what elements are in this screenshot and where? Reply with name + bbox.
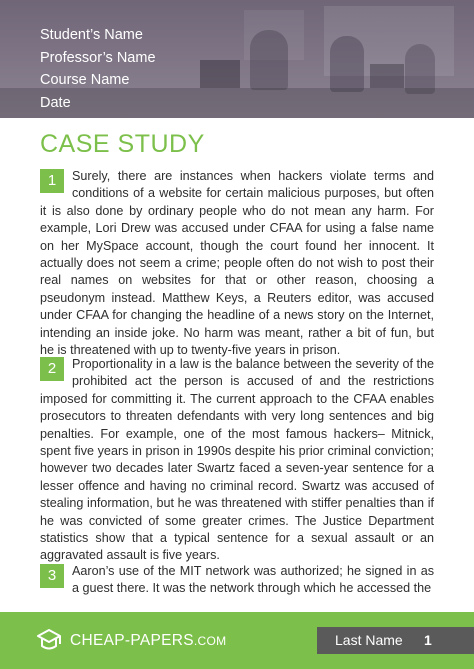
page-number: 1 (424, 632, 432, 648)
background-person (405, 44, 435, 94)
course-name: Course Name (40, 72, 130, 88)
paragraph-2 (40, 356, 434, 565)
document-meta (40, 24, 156, 114)
paragraph-text: Surely, there are instances when hackers violate terms and conditions of a website for certain malicious purposes, but often it is also done by ordinary people who do not mean any harm. For example, Lori Drew was accused under CFAA for using a false name on her MySpace account, though the court found her innocent. It actually does not seem a crime; people often do not wish to post their real names on websites for that or other reason, choosing a pseudonym instead. Matthew Keys, a Reuters editor, was accused under CFAA for changing the headline of a news story on the Internet, intending an inside joke. No harm was meant, rather a bit of fun, but he is threatened with up to twenty-five years in prison. (40, 169, 434, 358)
header-banner (0, 0, 474, 118)
brand-logo (70, 632, 226, 650)
paragraph-number-badge: 1 (40, 169, 64, 193)
paragraph-number-badge: 3 (40, 564, 64, 588)
professor-name: Professor’s Name (40, 49, 156, 66)
last-name: Last Name (335, 632, 403, 648)
paragraph-3 (40, 563, 434, 598)
background-person (250, 30, 288, 90)
brand-logo-main: CHEAP-PAPERS (70, 632, 194, 649)
date: Date (40, 94, 71, 111)
paragraph-1 (40, 168, 434, 359)
paragraph-text: Proportionality in a law is the balance between the severity of the prohibited act the person is accused of and the restrictions imposed for committing it. The current approach to the CFAA enables prosecutors to threaten defendants with very long sentences and big penalties. For example, one of the most famous hackers– Mitnick, spent five years in prison in 1990s despite his prior criminal conviction; however two decades later Swartz faced a seven-year sentence for a lesser offence and having no criminal record. Swartz was accused of stealing information, but he was threatened with stiffer penalties than if he was convicted of some greater crimes. The Justice Department statistics show that a typical sentence for a sexual assault or an aggravated assault is five years. (40, 357, 434, 563)
background-monitor (370, 64, 404, 88)
footer (0, 612, 474, 669)
graduation-cap-icon (36, 626, 62, 654)
paragraph-number-badge: 2 (40, 357, 64, 381)
background-person (330, 36, 364, 92)
student-name: Student’s Name (40, 27, 143, 43)
background-monitor (200, 60, 240, 88)
page-title: CASE STUDY (40, 130, 205, 158)
brand-logo-suffix: .COM (193, 634, 227, 648)
paragraph-text: Aaron’s use of the MIT network was authorized; he signed in as a guest there. It was the network through which he accessed the (72, 564, 434, 596)
page-footer-label (317, 627, 474, 654)
